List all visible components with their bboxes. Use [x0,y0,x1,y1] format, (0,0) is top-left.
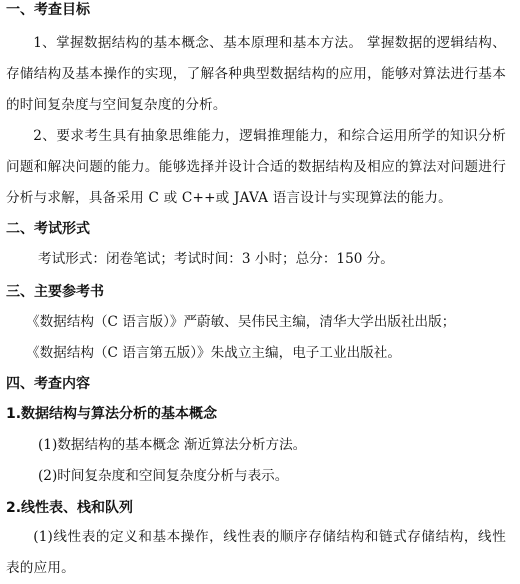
topic-1-item-2: (2)时间复杂度和空间复杂度分析与表示。 [38,468,289,484]
topic-2-title: 2.线性表、栈和队列 [6,500,134,516]
topic-1-title: 1.数据结构与算法分析的基本概念 [6,406,218,422]
topic-2-item-1: (1)线性表的定义和基本操作，线性表的顺序存储结构和链式存储结构，线性表的应用。 [6,529,506,576]
goal-paragraph-2: 2、要求考生具有抽象思维能力，逻辑推理能力，和综合运用所学的知识分析问题和解决问题的能力。能够选择并设计合适的数据结构及相应的算法对问题进行分析与求解，具备采用 C 或 C++或 JAVA 语言设计与实现算法的能力。 [6,128,506,206]
reference-book-2: 《数据结构（C 语言第五版）》朱战立主编，电子工业出版社。 [26,345,401,361]
exam-form-text: 考试形式：闭卷笔试；考试时间：3 小时；总分：150 分。 [38,251,394,267]
section-form-title: 二、考试形式 [6,221,90,237]
section-goal-title: 一、考查目标 [6,2,90,18]
goal-paragraph-1: 1、掌握数据结构的基本概念、基本原理和基本方法。 掌握数据的逻辑结构、存储结构及基本操作的实现，了解各种典型数据结构的应用，能够对算法进行基本的时间复杂度与空间复杂度的分析。 [6,35,506,113]
section-content-title: 四、考查内容 [6,376,90,392]
topic-1-item-1: (1)数据结构的基本概念 渐近算法分析方法。 [38,437,307,453]
section-references-title: 三、主要参考书 [6,284,104,300]
reference-book-1: 《数据结构（C 语言版）》严蔚敏、吴伟民主编，清华大学出版社出版； [26,314,456,330]
